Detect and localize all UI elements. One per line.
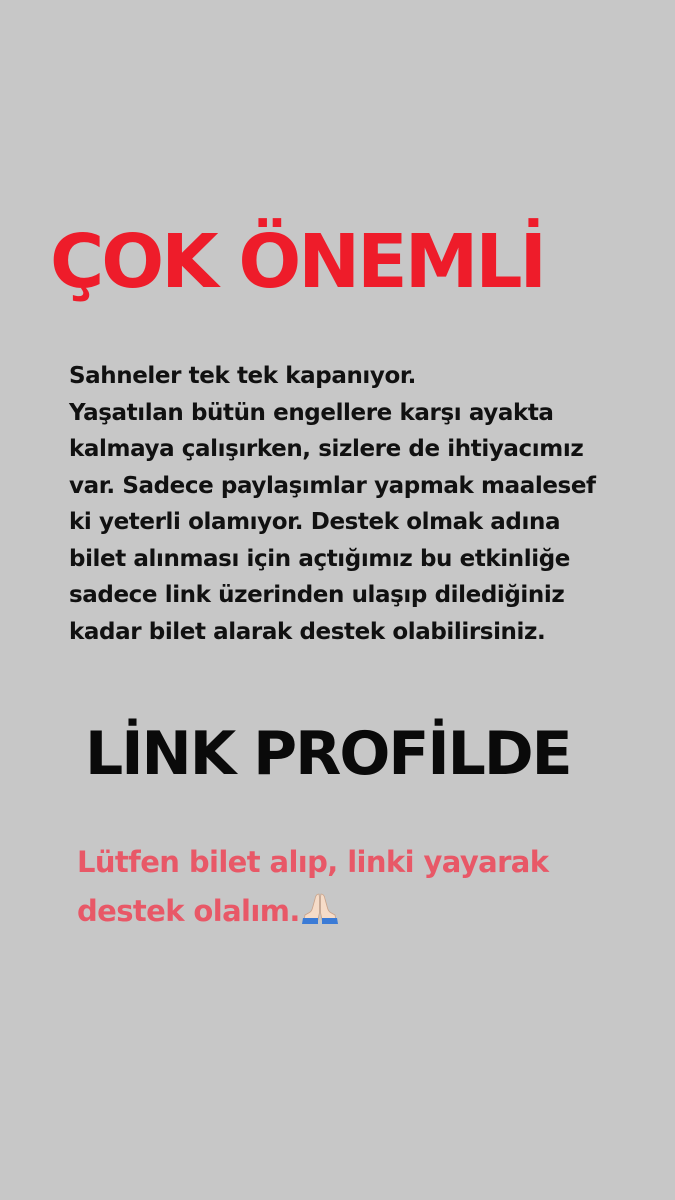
- announcement-line: bilet alınması için açtığımız bu etkinliğe: [69, 545, 570, 572]
- link-in-profile-heading: LİNK PROFİLDE: [85, 719, 571, 789]
- plea-line: Lütfen bilet alıp, linki yayarak: [77, 845, 549, 879]
- announcement-line: kadar bilet alarak destek olabilirsiniz.: [69, 618, 546, 645]
- plea-line-with-emoji: [77, 887, 548, 936]
- announcement-line: Yaşatılan bütün engellere karşı ayakta: [69, 399, 554, 426]
- announcement-line: ki yeterli olamıyor. Destek olmak adına: [69, 509, 561, 535]
- plea-line-text: destek olalım.: [77, 894, 300, 928]
- headline: ÇOK ÖNEMLİ: [50, 219, 545, 305]
- announcement-line: sadece link üzerinden ulaşıp dilediğiniz: [69, 582, 565, 608]
- plea-text: [77, 838, 548, 936]
- announcement-line: kalmaya çalışırken, sizlere de ihtiyacımız: [69, 436, 584, 462]
- announcement-text: [69, 358, 649, 650]
- folded-hands-icon: [302, 891, 338, 925]
- announcement-line: Sahneler tek tek kapanıyor.: [69, 363, 416, 389]
- announcement-line: var. Sadece paylaşımlar yapmak maalesef: [69, 472, 596, 499]
